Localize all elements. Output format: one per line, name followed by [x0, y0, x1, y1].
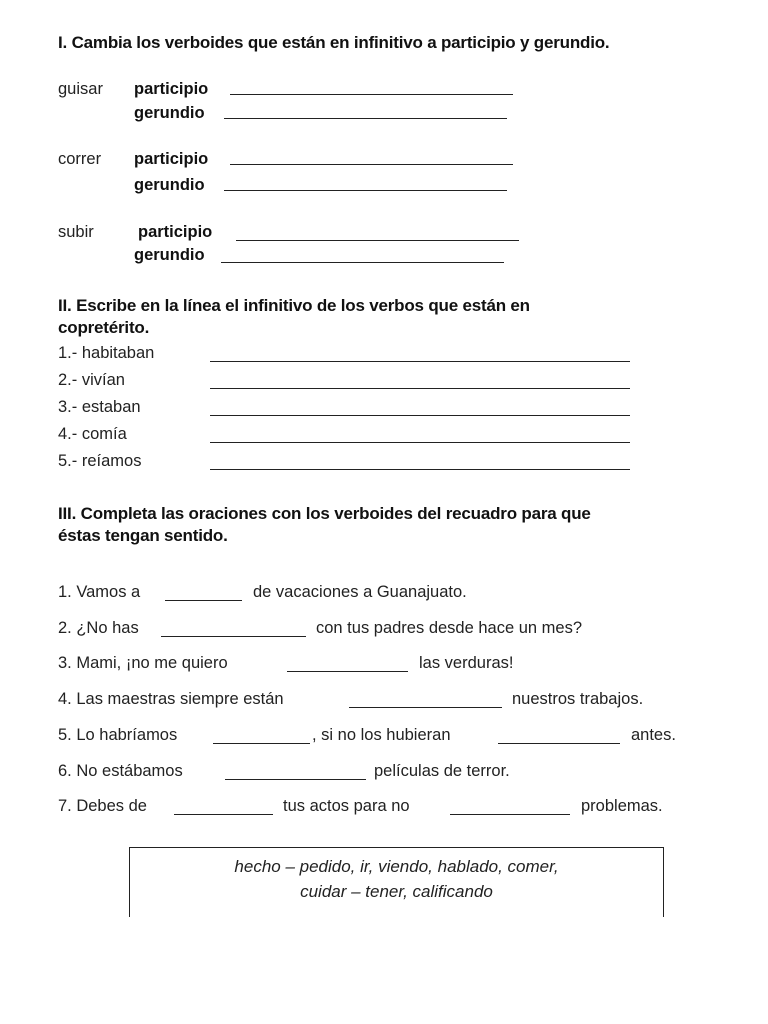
item-reiamos: 5.- reíamos: [58, 452, 142, 470]
gerundio-label: gerundio: [134, 104, 205, 122]
sentence-6-end: películas de terror.: [374, 762, 510, 780]
answer-line-correr-participio[interactable]: [230, 164, 513, 165]
sentence-4-end: nuestros trabajos.: [512, 690, 644, 708]
item-habitaban: 1.- habitaban: [58, 344, 155, 362]
blank-5b[interactable]: [498, 743, 620, 744]
sentence-2-start: 2. ¿No has: [58, 619, 139, 637]
sentence-3-end: las verduras!: [419, 654, 514, 672]
blank-2a[interactable]: [161, 636, 306, 637]
gerundio-label: gerundio: [134, 176, 205, 194]
section-1-title: I. Cambia los verboides que están en infinitivo a participio y gerundio.: [58, 33, 610, 52]
blank-5a[interactable]: [213, 743, 310, 744]
answer-line-comia[interactable]: [210, 442, 630, 443]
answer-line-guisar-gerundio[interactable]: [224, 118, 507, 119]
participio-label: participio: [134, 150, 209, 168]
verb-subir: subir: [58, 223, 94, 241]
item-vivian: 2.- vivían: [58, 371, 125, 389]
sentence-5-end: antes.: [631, 726, 676, 744]
item-comia: 4.- comía: [58, 425, 127, 443]
answer-line-habitaban[interactable]: [210, 361, 630, 362]
section-2-title-line-1: II. Escribe en la línea el infinitivo de los verbos que están en: [58, 296, 530, 315]
word-bank-line-1: hecho – pedido, ir, viendo, hablado, comer,: [234, 857, 559, 876]
answer-line-subir-participio[interactable]: [236, 240, 519, 241]
sentence-2-end: con tus padres desde hace un mes?: [316, 619, 583, 637]
section-3-title-line-2: éstas tengan sentido.: [58, 526, 228, 545]
word-bank-box: [129, 847, 664, 917]
answer-line-correr-gerundio[interactable]: [224, 190, 507, 191]
answer-line-guisar-participio[interactable]: [230, 94, 513, 95]
answer-line-vivian[interactable]: [210, 388, 630, 389]
verb-guisar: guisar: [58, 80, 103, 98]
blank-7b[interactable]: [450, 814, 570, 815]
sentence-1-start: 1. Vamos a: [58, 583, 141, 601]
section-2-title-line-2: copretérito.: [58, 318, 150, 337]
sentence-7-middle: tus actos para no: [283, 797, 410, 815]
participio-label: participio: [134, 80, 209, 98]
blank-3a[interactable]: [287, 671, 408, 672]
sentence-5-start: 5. Lo habríamos: [58, 726, 178, 744]
blank-6a[interactable]: [225, 779, 366, 780]
participio-label: participio: [138, 223, 213, 241]
sentence-5-middle: , si no los hubieran: [312, 726, 451, 744]
sentence-4-start: 4. Las maestras siempre están: [58, 690, 284, 708]
sentence-3-start: 3. Mami, ¡no me quiero: [58, 654, 228, 672]
sentence-7-start: 7. Debes de: [58, 797, 147, 815]
blank-1a[interactable]: [165, 600, 242, 601]
section-3-title-line-1: III. Completa las oraciones con los verboides del recuadro para que: [58, 504, 591, 523]
sentence-6-start: 6. No estábamos: [58, 762, 183, 780]
word-bank-line-2: cuidar – tener, calificando: [300, 882, 493, 901]
answer-line-estaban[interactable]: [210, 415, 630, 416]
sentence-7-end: problemas.: [581, 797, 663, 815]
gerundio-label: gerundio: [134, 246, 205, 264]
answer-line-subir-gerundio[interactable]: [221, 262, 504, 263]
blank-7a[interactable]: [174, 814, 273, 815]
item-estaban: 3.- estaban: [58, 398, 141, 416]
blank-4a[interactable]: [349, 707, 502, 708]
verb-correr: correr: [58, 150, 102, 168]
answer-line-reiamos[interactable]: [210, 469, 630, 470]
sentence-1-end: de vacaciones a Guanajuato.: [253, 583, 467, 601]
